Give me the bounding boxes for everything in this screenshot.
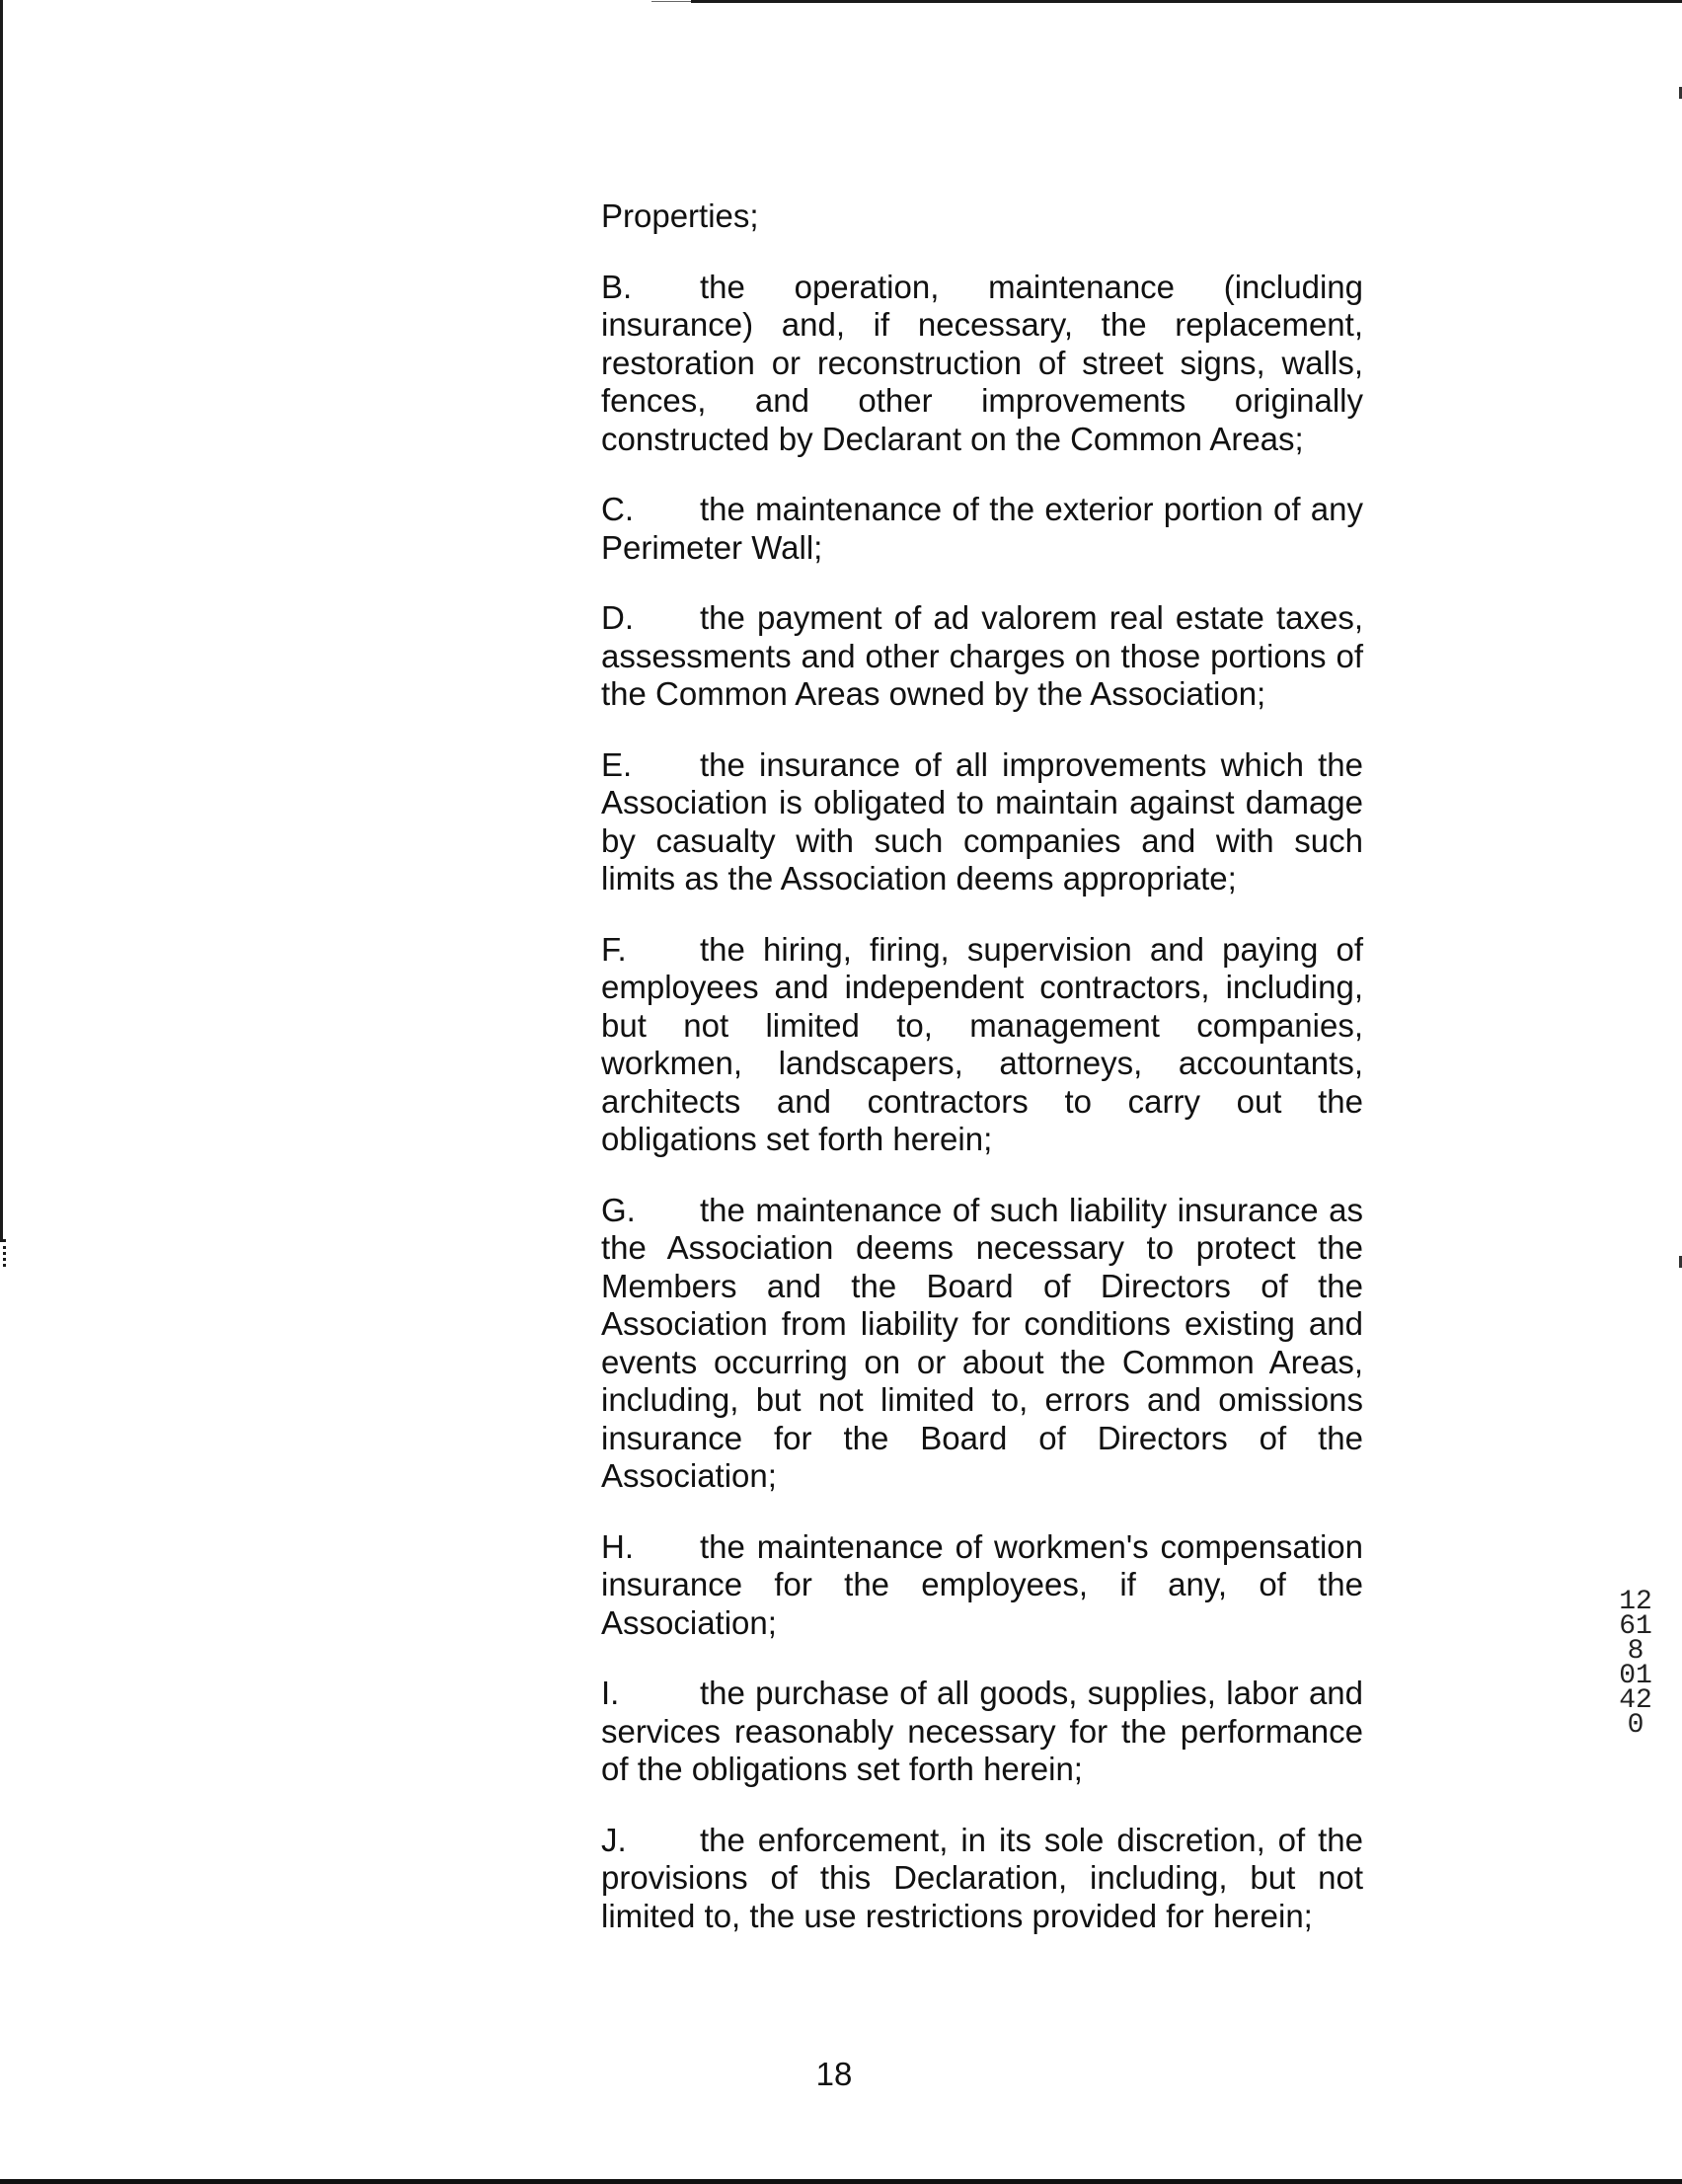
scan-edge-bottom: [0, 2179, 1682, 2184]
paragraph-f: [601, 931, 1363, 1159]
paragraph-letter: C.: [601, 491, 634, 527]
paragraph-text: the payment of ad valorem real estate taxes, assessments and other charges on those portions of the Common Areas owned by the Association;: [601, 599, 1363, 712]
page-number: 18: [815, 2056, 853, 2092]
document-body: [601, 197, 1363, 1968]
lead-text: Properties;: [601, 197, 759, 234]
paragraph-letter: F.: [601, 930, 627, 968]
paragraph-e: [601, 746, 1363, 898]
paragraph-i: [601, 1675, 1363, 1789]
paragraph-letter: D.: [601, 599, 634, 636]
scan-edge-left: [0, 0, 3, 1242]
paragraph-text: the maintenance of workmen's compensation insurance for the employees, if any, of the Association;: [601, 1527, 1363, 1641]
paragraph-text: the insurance of all improvements which the Association is obligated to maintain against damage by casualty with such companies and with such limits as the Association deems appropriate;: [601, 745, 1363, 897]
paragraph-text: the maintenance of such liability insurance as the Association deems necessary to protect the Members and the Board of Directors of the Association from liability for conditions existing and events occurring on or about the Common Areas, including, but not limited to, errors and omissions insurance for the Board of Directors of the Association;: [601, 1191, 1363, 1494]
paragraph-j: [601, 1822, 1363, 1936]
paragraph-text: the enforcement, in its sole discretion, of the provisions of this Declaration, including, but not limited to, the use restrictions provided for herein;: [601, 1821, 1363, 1934]
paragraph-text: the operation, maintenance (including insurance) and, if necessary, the replacement, restoration or reconstruction of street signs, walls, fences, and other improvements originally constructed by Declarant on the Common Areas;: [601, 268, 1363, 457]
paragraph-text: the hiring, firing, supervision and paying of employees and independent contractors, including, but not limited to, management companies, workmen, landscapers, attorneys, accountants, architects and contractors to carry out the obligations set forth herein;: [601, 930, 1363, 1157]
recording-stamp: 12618 01420: [1619, 1587, 1652, 1741]
paragraph-letter: H.: [601, 1527, 634, 1565]
paragraph-letter: E.: [601, 745, 633, 783]
paragraph-letter: J.: [601, 1821, 627, 1858]
paragraph-d: [601, 599, 1363, 714]
scan-edge-left-mark: [3, 1239, 9, 1267]
paragraph-text: the purchase of all goods, supplies, labor and services reasonably necessary for the performance of the obligations set forth herein;: [601, 1675, 1363, 1787]
paragraph-text: the maintenance of the exterior portion of any Perimeter Wall;: [601, 491, 1363, 566]
paragraph-letter: I.: [601, 1675, 620, 1711]
paragraph-letter: B.: [601, 268, 633, 305]
scan-edge-top-stub: [651, 1, 691, 2]
paragraph-letter: G.: [601, 1191, 636, 1228]
paragraph-b: [601, 269, 1363, 459]
paragraph-g: [601, 1192, 1363, 1496]
paragraph-c: [601, 491, 1363, 567]
scan-edge-top: [691, 0, 1682, 3]
paragraph-h: [601, 1528, 1363, 1643]
